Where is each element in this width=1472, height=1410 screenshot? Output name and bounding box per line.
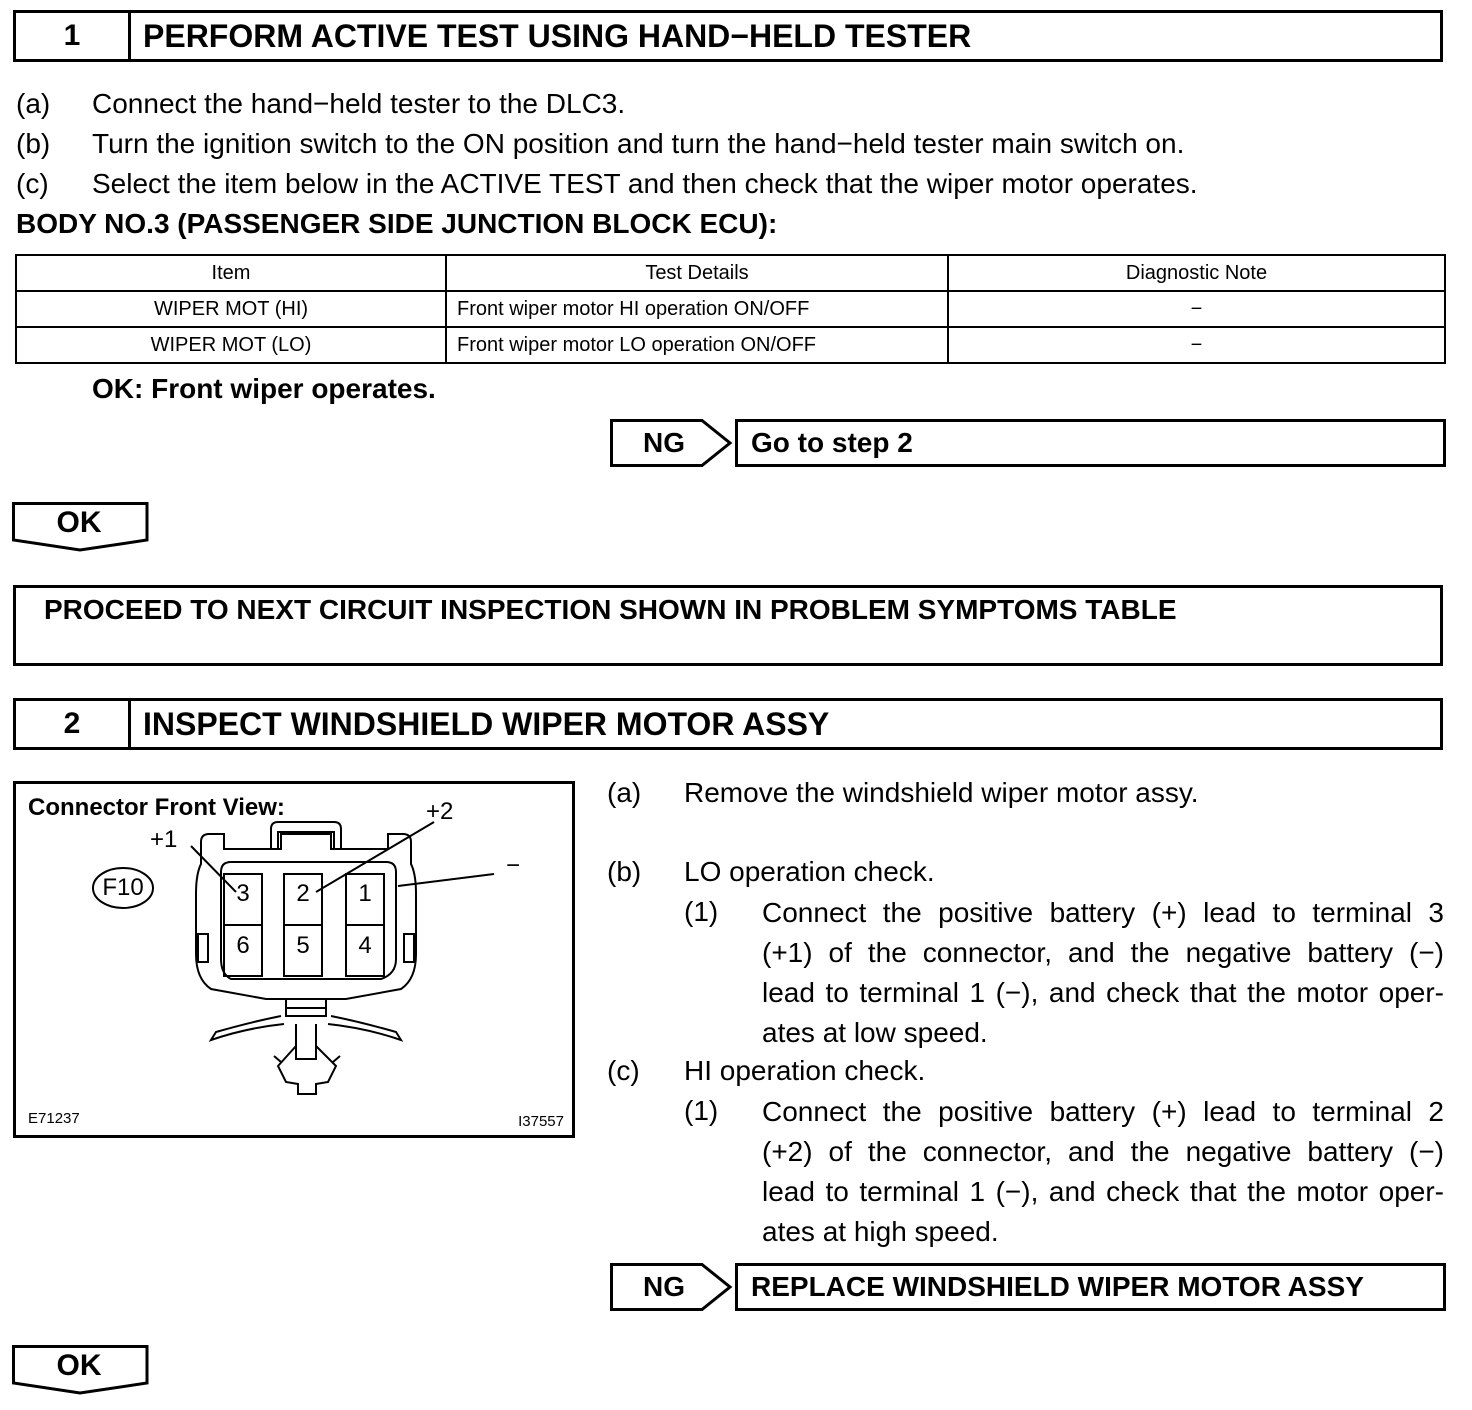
ng-branch-2: [610, 1263, 1446, 1311]
step2-c-line: Connect the positive battery (+) lead to terminal 2: [762, 1096, 1444, 1127]
terminal-label: 2: [296, 880, 310, 907]
step1-number: 1: [16, 13, 131, 59]
terminal-label: 3: [236, 880, 250, 907]
table-cell: −: [948, 327, 1445, 363]
step2-c-line: (+2) of the connector, and the negative battery (−): [762, 1136, 1444, 1167]
table-caption: BODY NO.3 (PASSENGER SIDE JUNCTION BLOCK ECU):: [16, 208, 778, 239]
step2-number: 2: [16, 701, 131, 747]
connector-figure: [13, 781, 575, 1138]
step2-title: INSPECT WINDSHIELD WIPER MOTOR ASSY: [143, 705, 830, 742]
step2-b-text: LO operation check.: [684, 856, 935, 887]
step2-a-text: Remove the windshield wiper motor assy.: [684, 777, 1199, 808]
ok-branch-2: [12, 1345, 150, 1395]
table-cell: Front wiper motor LO operation ON/OFF: [446, 327, 948, 363]
ok-label: OK: [56, 1349, 102, 1382]
ng-label: NG: [643, 427, 685, 458]
callout-plus1: +1: [150, 826, 178, 853]
step2-c-text: HI operation check.: [684, 1055, 926, 1086]
ng-action: Go to step 2: [735, 419, 1446, 467]
step2-b-sub-text: [762, 893, 1444, 1053]
ng-branch-1: [610, 419, 1446, 467]
table-header-item: Item: [16, 255, 446, 291]
step2-b-label: (b): [607, 856, 642, 887]
table-row: [16, 327, 1445, 363]
table-cell: −: [948, 291, 1445, 327]
terminal-label: 5: [296, 932, 310, 959]
ok-branch-1: [12, 502, 150, 552]
figure-code-right: I37557: [518, 1113, 564, 1130]
step2-a-label: (a): [607, 777, 642, 808]
terminal-label: 6: [236, 932, 250, 959]
step2-c-sub-label: (1): [684, 1095, 719, 1126]
active-test-table: [15, 254, 1446, 364]
step1-header: [13, 10, 1443, 62]
step2-c-sub-text: [762, 1092, 1444, 1252]
step2-c-line: lead to terminal 1 (−), and check that the motor oper-: [762, 1176, 1444, 1207]
table-header-test-details: Test Details: [446, 255, 948, 291]
proceed-text: PROCEED TO NEXT CIRCUIT INSPECTION SHOWN IN PROBLEM SYMPTOMS TABLE: [44, 594, 1177, 625]
terminal-label: 4: [358, 932, 372, 959]
figure-code-left: E71237: [28, 1110, 80, 1127]
connector-code: F10: [102, 874, 144, 901]
ng-label: NG: [643, 1271, 685, 1302]
step1-item-a-text: Connect the hand−held tester to the DLC3.: [92, 88, 626, 119]
step2-b-line: ates at low speed.: [762, 1017, 988, 1048]
step1-item-c-text: Select the item below in the ACTIVE TEST and then check that the wiper motor operates.: [92, 168, 1198, 199]
figure-title: Connector Front View:: [28, 794, 285, 821]
ok-note: OK: Front wiper operates.: [92, 373, 436, 404]
ng-action: REPLACE WINDSHIELD WIPER MOTOR ASSY: [735, 1263, 1446, 1311]
step2-b-line: Connect the positive battery (+) lead to terminal 3: [762, 897, 1444, 928]
step2-b-line: lead to terminal 1 (−), and check that the motor oper-: [762, 977, 1444, 1008]
step1-title: PERFORM ACTIVE TEST USING HAND−HELD TESTER: [143, 17, 972, 54]
step1-item-c-label: (c): [16, 168, 49, 199]
callout-minus: −: [506, 852, 521, 879]
table-cell: WIPER MOT (LO): [16, 327, 446, 363]
step1-item-a-label: (a): [16, 88, 51, 119]
ok-label: OK: [56, 506, 102, 539]
table-header-diagnostic-note: Diagnostic Note: [948, 255, 1445, 291]
step2-b-line: (+1) of the connector, and the negative battery (−): [762, 937, 1444, 968]
step1-item-b-text: Turn the ignition switch to the ON position and turn the hand−held tester main switch on.: [92, 128, 1185, 159]
callout-plus2: +2: [426, 798, 454, 825]
step1-item-b-label: (b): [16, 128, 51, 159]
table-cell: WIPER MOT (HI): [16, 291, 446, 327]
proceed-box: [13, 585, 1443, 666]
table-header-row: [16, 255, 1445, 291]
step2-header: [13, 698, 1443, 750]
step2-c-label: (c): [607, 1055, 640, 1086]
step2-b-sub-label: (1): [684, 896, 719, 927]
terminal-label: 1: [358, 880, 372, 907]
table-row: [16, 291, 1445, 327]
table-cell: Front wiper motor HI operation ON/OFF: [446, 291, 948, 327]
step2-c-line: ates at high speed.: [762, 1216, 999, 1247]
